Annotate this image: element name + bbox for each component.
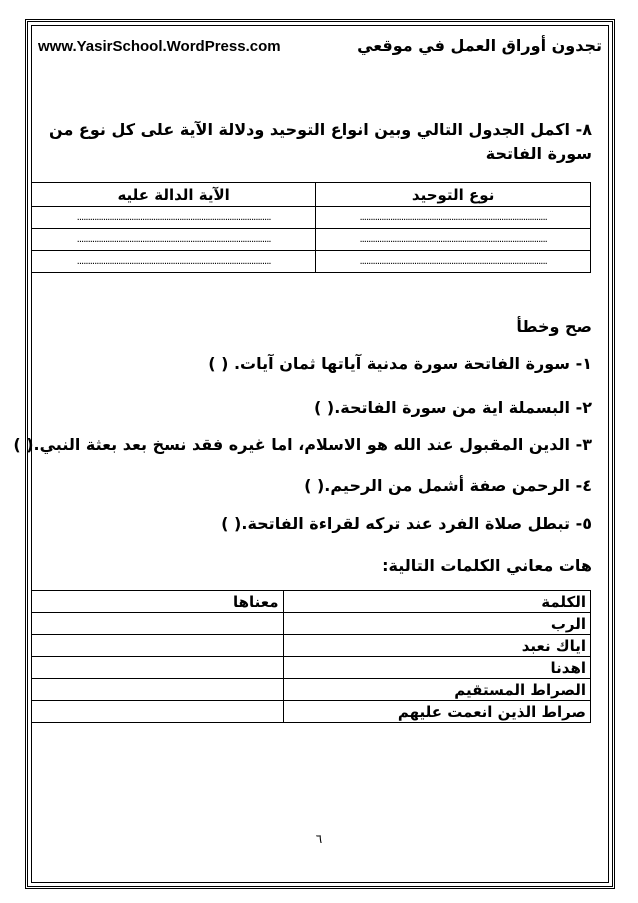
header-word: الكلمة (283, 591, 590, 613)
answer-cell[interactable]: ......................................................................................... (32, 251, 316, 273)
vocab-title: هات معاني الكلمات التالية: (382, 556, 592, 575)
vocab-word: الرب (283, 613, 590, 635)
vocab-word: اهدنا (283, 657, 590, 679)
meaning-cell[interactable] (32, 635, 284, 657)
true-false-item-3[interactable]: ٣- الدين المقبول عند الله هو الاسلام، اما غيره فقد نسخ بعد بعثة النبي.( ) (13, 435, 592, 454)
true-false-item-1[interactable]: ١- سورة الفاتحة سورة مدنية آياتها ثمان آيات. ( ) (208, 354, 592, 373)
meaning-cell[interactable] (32, 657, 284, 679)
table-row (32, 657, 591, 679)
page-number: ٦ (315, 832, 323, 846)
table-row (32, 229, 591, 251)
header-title: تجدون أوراق العمل في موقعي (357, 36, 602, 55)
header-tawheed-type: نوع التوحيد (316, 183, 591, 207)
meaning-cell[interactable] (32, 701, 284, 723)
table-row (32, 701, 591, 723)
true-false-item-4[interactable]: ٤- الرحمن صفة أشمل من الرحيم.( ) (304, 476, 592, 495)
answer-cell[interactable]: ...................................................................................... (316, 229, 591, 251)
table-row (32, 679, 591, 701)
table-row (32, 207, 591, 229)
table-row (32, 635, 591, 657)
vocab-word: صراط الذين انعمت عليهم (283, 701, 590, 723)
table-row (32, 613, 591, 635)
true-false-item-2[interactable]: ٢- البسملة اية من سورة الفاتحة.( ) (314, 398, 592, 417)
answer-cell[interactable]: ...................................................................................... (316, 251, 591, 273)
site-url: www.YasirSchool.WordPress.com (38, 38, 281, 55)
tawheed-table (31, 182, 591, 273)
table-header-row (32, 183, 591, 207)
header-meaning: معناها (32, 591, 284, 613)
answer-cell[interactable]: ......................................................................................... (32, 207, 316, 229)
meaning-cell[interactable] (32, 613, 284, 635)
answer-cell[interactable]: ......................................................................................... (32, 229, 316, 251)
answer-cell[interactable]: ...................................................................................... (316, 207, 591, 229)
question-8-text: ٨- اكمل الجدول التالي وبين انواع التوحيد ودلالة الآية على كل نوع من سورة الفاتحة (49, 120, 592, 163)
vocab-word: اياك نعبد (283, 635, 590, 657)
true-false-item-5[interactable]: ٥- تبطل صلاة الفرد عند تركه لقراءة الفاتحة.( ) (221, 514, 592, 533)
meaning-cell[interactable] (32, 679, 284, 701)
page-header (38, 34, 602, 62)
true-false-title: صح وخطأ (516, 317, 592, 336)
header-ayah: الآية الدالة عليه (32, 183, 316, 207)
vocab-word: الصراط المستقيم (283, 679, 590, 701)
vocab-header-row (32, 591, 591, 613)
table-row (32, 251, 591, 273)
vocab-table (31, 590, 591, 723)
